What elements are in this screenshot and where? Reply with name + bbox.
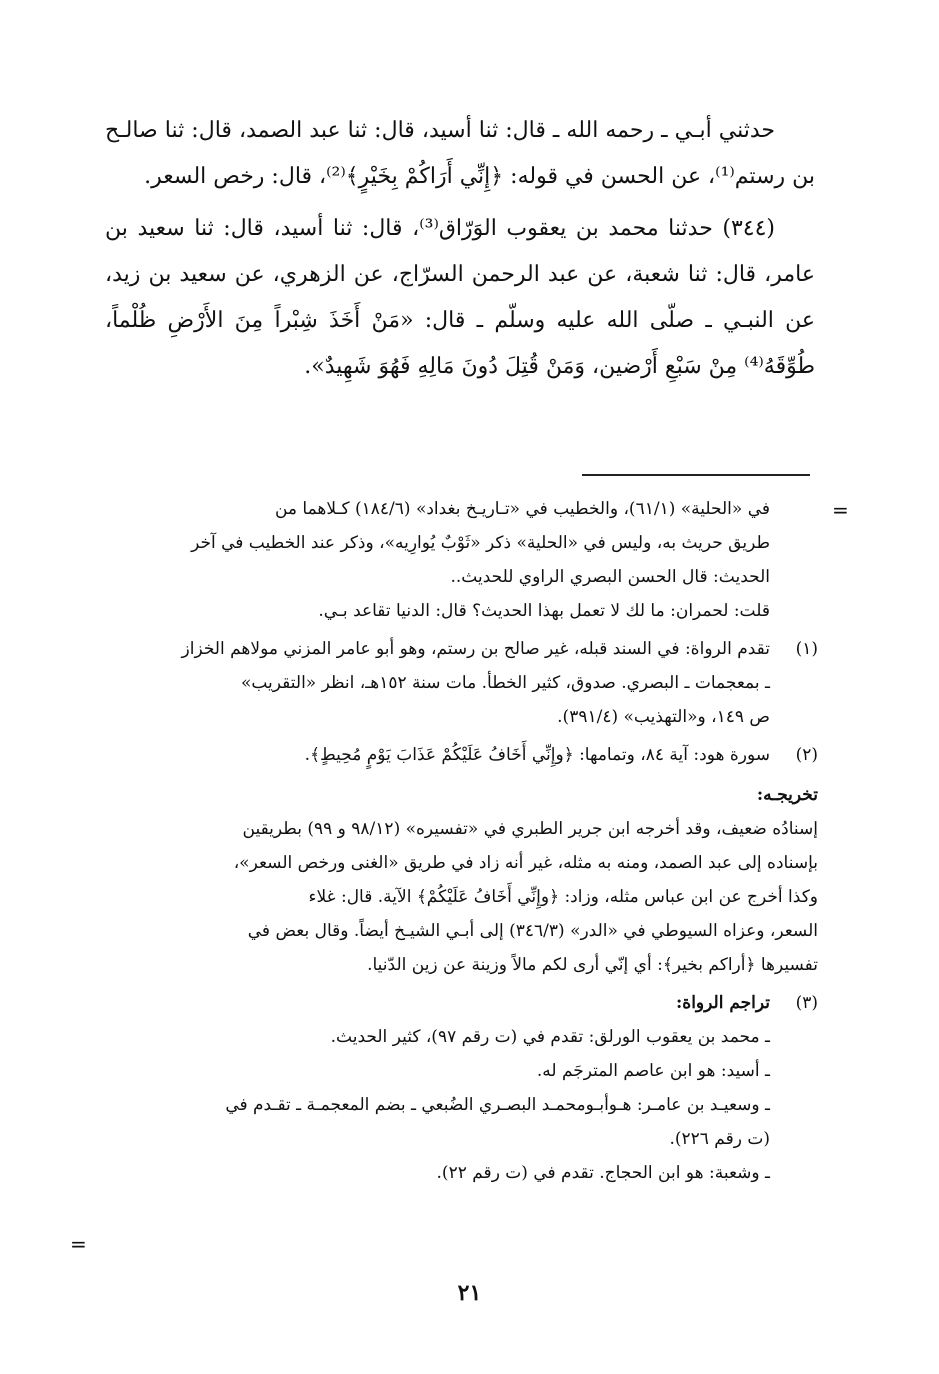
footnote-2 <box>108 738 818 772</box>
narrator-line: ـ أسيد: هو ابن عاصم المترجَم له. <box>536 1061 770 1081</box>
footnote-line: ص ١٤٩، و«التهذيب» (٣٩١/٤). <box>557 707 770 727</box>
footnote-line: قلت: لحمران: ما لك لا تعمل بهذا الحديث؟ قال: الدنيا تقاعد بـي. <box>318 601 770 621</box>
footnote-line: في «الحلية» (٦١/١)، والخطيب في «تـاريـخ بغداد» (١٨٤/٦) كـلاهما من <box>274 499 770 519</box>
takhrij-line: السعر، وعزاه السيوطي في «الدر» (٣٤٦/٣) إلى أبـي الشيـخ أيضاً. وقال بعض في <box>247 921 818 941</box>
footnote-continuation <box>108 492 818 628</box>
footnote-number: (١) <box>795 639 818 659</box>
footnote-line: الحديث: قال الحسن البصري الراوي للحديث.. <box>450 567 770 587</box>
takhrij-section <box>108 778 818 982</box>
footnote-number: (٣) <box>795 993 818 1013</box>
takhrij-line: وكذا أخرج عن ابن عباس مثله، وزاد: ﴿وإِنِّي أَخَافُ عَلَيْكُمْ﴾ الآية. قال: غلاء <box>308 887 818 907</box>
footnote-line: طريق حريث به، وليس في «الحلية» ذكر «ثَوْبٌ يُوارِيه»، وذكر عند الخطيب في آخر <box>191 533 770 553</box>
footnote-1 <box>108 632 818 734</box>
takhrij-line: إسنادُه ضعيف، وقد أخرجه ابن جرير الطبري في «تفسيره» (٩٨/١٢ و ٩٩) بطريقين <box>242 819 818 839</box>
narrators-heading: تراجم الرواة: <box>676 993 770 1013</box>
footnote-line: تقدم الرواة: في السند قبله، غير صالح بن رستم، وهو أبو عامر المزني مولاهم الخزاز <box>181 639 770 659</box>
takhrij-line: تفسيرها ﴿أراكم بخير﴾: أي إنّي أرى لكم مالاً وزينة عن زين الدّنيا. <box>367 955 818 975</box>
footnote-line: ـ بمعجمات ـ البصري. صدوق، كثير الخطأ. مات سنة ١٥٢هـ، انظر «التقريب» <box>240 673 770 693</box>
main-paragraph-1: حدثني أبـي ـ رحمه الله ـ قال: ثنا أسيد، قال: ثنا عبد الصمد، قال: ثنا صالـح بن رستم⁽¹⁾، عن الحسن في قوله: ﴿إِنِّي أَرَاكُمْ بِخَيْرٍ﴾⁽²⁾، قال: رخص السعر. <box>105 118 815 189</box>
footnote-number: (٢) <box>795 745 818 765</box>
footnote-line: سورة هود: آية ٨٤، وتمامها: ﴿وإِنِّي أَخَافُ عَلَيْكُمْ عَذَابَ يَوْمٍ مُحِيطٍ﴾. <box>304 745 770 765</box>
narrator-line: (ت رقم ٢٢٦). <box>669 1129 770 1149</box>
narrator-line: ـ محمد بن يعقوب الورلق: تقدم في (ت رقم ٩٧)، كثير الحديث. <box>330 1027 770 1047</box>
narrator-line: ـ وشعبة: هو ابن الحجاج. تقدم في (ت رقم ٢٢). <box>436 1163 770 1183</box>
main-text <box>105 108 815 396</box>
main-paragraph-344: (٣٤٤) حدثنا محمد بن يعقوب الوَرّاق⁽³⁾، قال: ثنا أسيد، قال: ثنا سعيد بن عامر، قال: ثنا شعبة، عن عبد الرحمن السرّاج، عن الزهري، عن سعيد بن زيد، عن النبـي ـ صلّى الله عليه وسلّم ـ قال: «مَنْ أَخَذَ شِبْراً مِنَ الأَرْضِ ظُلْماً، طُوِّقَهُ⁽⁴⁾ مِنْ سَبْعِ أَرْضين، وَمَنْ قُتِلَ دُونَ مَالِهِ فَهُوَ شَهِيدٌ». <box>105 216 815 379</box>
narrator-line: ـ وسعيـد بن عامـر: هـوأبـومحمـد البصـري الضُبعي ـ بضم المعجمـة ـ تقـدم في <box>225 1095 770 1115</box>
footnotes <box>108 492 818 1190</box>
footnote-3 <box>108 986 818 1190</box>
margin-mark-bottom: = <box>70 1232 87 1256</box>
margin-mark-top: = <box>832 498 849 522</box>
takhrij-heading: تخريجـه: <box>756 785 818 805</box>
footnote-separator <box>582 474 810 476</box>
page-number: ٢١ <box>457 1280 482 1306</box>
takhrij-line: بإسناده إلى عبد الصمد، ومنه به مثله، غير أنه زاد في طريق «الغنى ورخص السعر»، <box>233 853 818 873</box>
